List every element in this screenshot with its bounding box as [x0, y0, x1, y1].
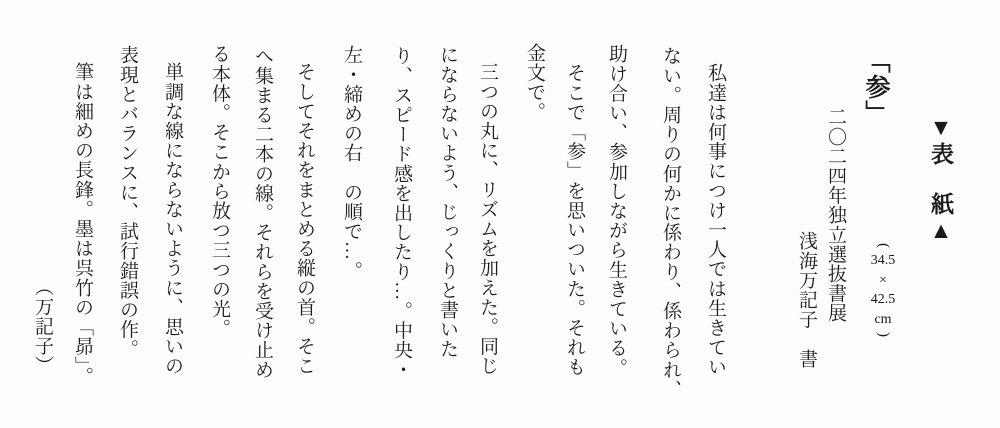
body-column: 表現とバランスに、試行錯誤の作。: [117, 45, 138, 359]
body-column: 三つの丸に、リズムを加えた。同じ: [477, 62, 498, 376]
artist-credit: 浅海万記子 書: [796, 231, 817, 369]
body-column: る本体。そこから放つ三つの光。: [209, 44, 230, 338]
artwork-size: [857, 240, 909, 340]
body-column: 左・締めの右 の順で…。: [341, 45, 362, 281]
body-column: 助け合い、参加しながら生きている。: [606, 44, 627, 378]
paren-open-icon: (: [875, 243, 892, 248]
body-column: 単調な線にならないように、思いの: [162, 62, 183, 376]
section-marker: ▼表 紙▲: [928, 114, 954, 245]
body-column: ない。周りの何かに係わり、係わられ、: [660, 46, 681, 399]
artwork-title: 「参」: [862, 48, 890, 126]
body-column: へ集まる二本の線。それらを受け止め: [252, 46, 273, 380]
body-column: 筆は細めの長鋒。墨は呉竹の「昴」。: [72, 62, 93, 386]
paren-close-icon: ): [875, 332, 892, 338]
signature: （万記子）: [32, 277, 53, 375]
body-column: にならないよう、じっくりと書いた: [437, 45, 458, 359]
size-width: 34.5: [870, 253, 896, 268]
body-column: り、スピード感を出したり…。中央・: [391, 46, 412, 380]
body-column: 金文で。: [524, 43, 545, 122]
body-column: そこで「参」を思いついた。それも: [564, 63, 585, 377]
size-unit: cm: [874, 311, 892, 327]
body-column: 私達は何事につけ一人では生きてい: [705, 63, 726, 377]
exhibition-name: 二〇二四年独立選抜書展: [825, 107, 846, 323]
size-times: ×: [879, 272, 887, 288]
size-height: 42.5: [870, 292, 896, 308]
body-column: そしてそれをまとめる縦の首。そこ: [294, 62, 315, 376]
